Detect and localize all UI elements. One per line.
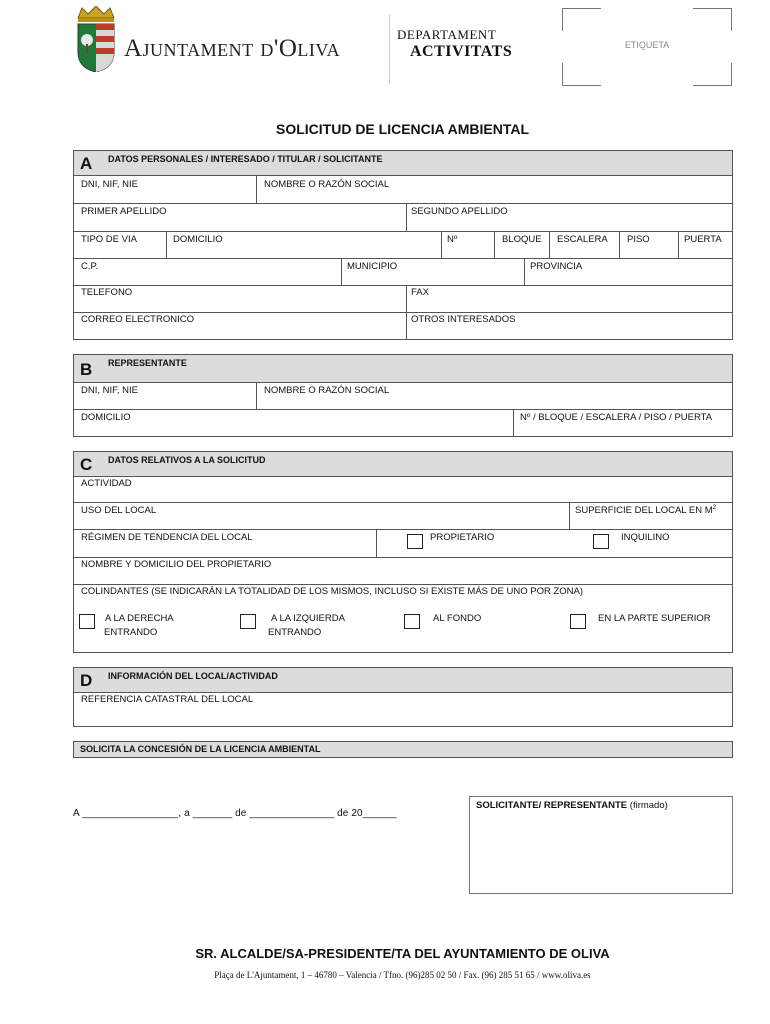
referencia-catastral-field[interactable]: REFERENCIA CATASTRAL DEL LOCAL [81, 694, 254, 705]
header-divider [389, 14, 390, 84]
derecha-label-2: ENTRANDO [104, 627, 158, 638]
section-c-title: DATOS RELATIVOS A LA SOLICITUD [108, 455, 266, 465]
regimen-label: RÉGIMEN DE TENDENCIA DEL LOCAL [81, 532, 253, 543]
correo-field[interactable]: CORREO ELECTRONICO [81, 314, 194, 325]
department-label: DEPARTAMENT [397, 27, 497, 42]
fondo-checkbox[interactable] [404, 614, 420, 629]
nombre-propietario-field[interactable]: NOMBRE Y DOMICILIO DEL PROPIETARIO [81, 559, 272, 570]
solicita-bar [73, 741, 733, 758]
signature-label-suffix: (firmado) [627, 800, 668, 811]
inquilino-checkbox[interactable] [593, 534, 609, 549]
bloque-field[interactable]: BLOQUE [502, 234, 542, 245]
section-a-letter: A [80, 154, 93, 173]
primer-apellido-field[interactable]: PRIMER APELLIDO [81, 206, 167, 217]
tipo-via-field[interactable]: TIPO DE VIA [81, 234, 137, 245]
puerta-field[interactable]: PUERTA [684, 234, 722, 245]
section-d-letter: D [80, 671, 93, 690]
addressee: SR. ALCALDE/SA-PRESIDENTE/TA DEL AYUNTAMIENTO DE OLIVA [195, 946, 610, 961]
numero-field[interactable]: Nº [447, 234, 458, 245]
derecha-label-1: A LA DERECHA [105, 613, 174, 624]
section-b-letter: B [80, 360, 93, 379]
nombre-field[interactable]: NOMBRE O RAZÓN SOCIAL [264, 179, 390, 190]
segundo-apellido-field[interactable]: SEGUNDO APELLIDO [411, 206, 508, 217]
municipio-field[interactable]: MUNICIPIO [347, 261, 398, 272]
section-b-title: REPRESENTANTE [108, 358, 187, 368]
propietario-checkbox[interactable] [407, 534, 423, 549]
solicita-text: SOLICITA LA CONCESIÓN DE LA LICENCIA AMBIENTAL [80, 744, 321, 754]
rep-nombre-field[interactable]: NOMBRE O RAZÓN SOCIAL [264, 385, 390, 396]
section-c-letter: C [80, 455, 93, 474]
superior-checkbox[interactable] [570, 614, 586, 629]
izquierda-label-2: ENTRANDO [268, 627, 322, 638]
signature-box[interactable] [469, 796, 733, 894]
fax-field[interactable]: FAX [411, 287, 429, 298]
izquierda-checkbox[interactable] [240, 614, 256, 629]
colindantes-label: COLINDANTES (SE INDICARÁN LA TOTALIDAD DE LOS MISMOS, INCLUSO SI EXISTE MÁS DE UNO POR ZONA) [81, 586, 584, 597]
signature-label: SOLICITANTE/ REPRESENTANTE [476, 800, 628, 811]
section-d [73, 667, 733, 727]
piso-field[interactable]: PISO [627, 234, 650, 245]
date-place-line[interactable]: A _________________, a _______ de _______________ de 20______ [73, 808, 397, 819]
escalera-field[interactable]: ESCALERA [557, 234, 608, 245]
rep-dni-field[interactable]: DNI, NIF, NIE [81, 385, 139, 396]
superficie-sup: 2 [712, 505, 716, 511]
rep-numero-field[interactable]: Nº / BLOQUE / ESCALERA / PISO / PUERTA [520, 412, 713, 423]
uso-local-field[interactable]: USO DEL LOCAL [81, 505, 157, 516]
inquilino-label: INQUILINO [621, 532, 670, 543]
form-title: SOLICITUD DE LICENCIA AMBIENTAL [275, 121, 530, 137]
dni-field[interactable]: DNI, NIF, NIE [81, 179, 139, 190]
actividad-field[interactable]: ACTIVIDAD [81, 478, 132, 489]
rep-domicilio-field[interactable]: DOMICILIO [81, 412, 131, 423]
izquierda-label-1: A LA IZQUIERDA [271, 613, 345, 624]
propietario-label: PROPIETARIO [430, 532, 495, 543]
section-c [73, 451, 733, 653]
department-name: ACTIVITATS [410, 43, 513, 60]
coat-of-arms-logo [74, 6, 118, 72]
section-d-title: INFORMACIÓN DEL LOCAL/ACTIVIDAD [108, 671, 278, 681]
telefono-field[interactable]: TELEFONO [81, 287, 133, 298]
section-b [73, 354, 733, 437]
section-a-title: DATOS PERSONALES / INTERESADO / TITULAR / SOLICITANTE [108, 154, 383, 164]
org-name: Ajuntament d'Oliva [124, 35, 341, 62]
label-box [562, 8, 732, 86]
fondo-label: AL FONDO [433, 613, 482, 624]
cp-field[interactable]: C.P. [81, 261, 99, 272]
section-a [73, 150, 733, 340]
derecha-checkbox[interactable] [79, 614, 95, 629]
otros-interesados-field[interactable]: OTROS INTERESADOS [411, 314, 516, 325]
provincia-field[interactable]: PROVINCIA [530, 261, 583, 272]
superficie-field[interactable] [575, 505, 716, 516]
superficie-label: SUPERFICIE DEL LOCAL EN M [575, 505, 713, 517]
domicilio-field[interactable]: DOMICILIO [173, 234, 223, 245]
label-box-text: ETIQUETA [624, 40, 670, 50]
footer-address: Plaça de L'Ajuntament, 1 – 46780 – Valencia / Tfno. (96)285 02 50 / Fax. (96) 285 51 65 / www.oliva.es [214, 970, 591, 980]
superior-label: EN LA PARTE SUPERIOR [598, 613, 711, 624]
